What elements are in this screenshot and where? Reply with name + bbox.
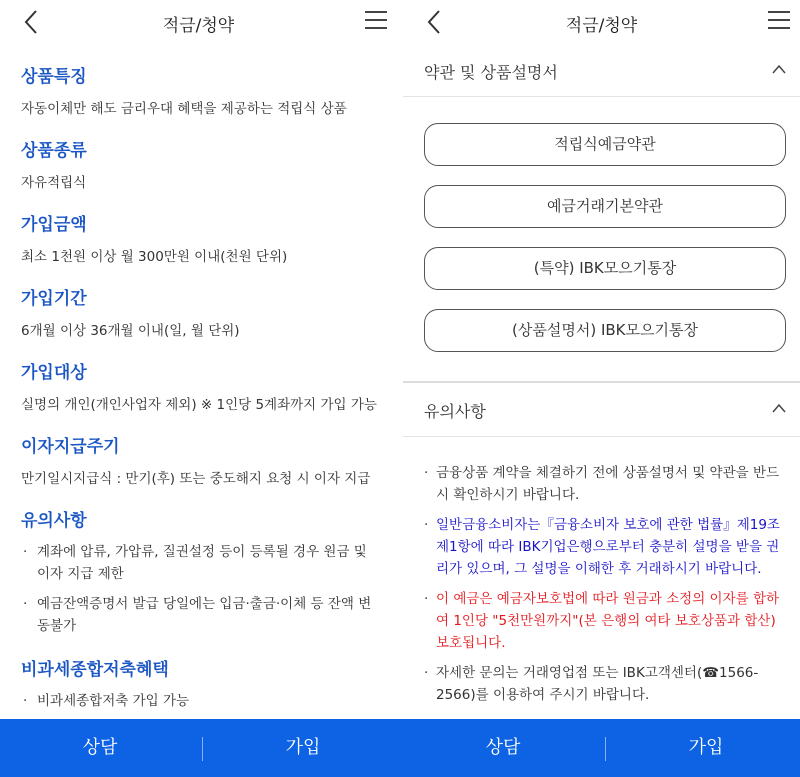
terms-accordion-header[interactable] bbox=[403, 44, 800, 96]
left-panel bbox=[0, 0, 397, 777]
section-eligibility bbox=[21, 358, 383, 413]
doc-button-savings-terms[interactable]: 적립식예금약관 bbox=[424, 123, 786, 166]
section-interest-cycle bbox=[21, 432, 383, 487]
consult-button[interactable]: 상담 bbox=[485, 737, 521, 758]
doc-button-product-description[interactable]: (상품설명서) IBK모으기통장 bbox=[424, 309, 786, 352]
top-bar bbox=[0, 0, 397, 44]
section-heading: 가입기간 bbox=[21, 289, 87, 309]
top-bar bbox=[403, 0, 800, 44]
section-body: 6개월 이상 36개월 이내(일, 월 단위) bbox=[21, 323, 240, 339]
section-heading: 비과세종합저축혜택 bbox=[21, 660, 169, 680]
section-heading: 이자지급주기 bbox=[21, 437, 120, 457]
notice-item: · 예금잔액증명서 발급 당일에는 입금·출금·이체 등 잔액 변동불가 bbox=[21, 593, 383, 637]
notice-item: · 금융상품 계약을 체결하기 전에 상품설명서 및 약관을 반드시 확인하시기 바랍니다. bbox=[424, 462, 786, 506]
doc-button-special-terms[interactable]: (특약) IBK모으기통장 bbox=[424, 247, 786, 290]
section-body: 최소 1천원 이상 월 300만원 이내(천원 단위) bbox=[21, 249, 288, 265]
section-type bbox=[21, 136, 383, 191]
section-heading: 상품특징 bbox=[21, 67, 87, 87]
section-amount bbox=[21, 210, 383, 265]
section-body: 만기일시지급식 : 만기(후) 또는 중도해지 요청 시 이자 지급 bbox=[21, 471, 371, 487]
page-title: 적금/청약 bbox=[565, 16, 638, 36]
notice-item: · 계좌에 압류, 가압류, 질권설정 등이 등록될 경우 원금 및 이자 지급 제한 bbox=[21, 541, 383, 585]
chevron-up-icon bbox=[772, 403, 786, 413]
right-panel bbox=[403, 0, 800, 777]
page-title: 적금/청약 bbox=[162, 16, 235, 36]
join-button[interactable]: 가입 bbox=[285, 737, 321, 758]
section-heading: 가입대상 bbox=[21, 363, 87, 383]
menu-icon[interactable] bbox=[365, 11, 387, 31]
section-body: 실명의 개인(개인사업자 제외) ※ 1인당 5계좌까지 가입 가능 bbox=[21, 397, 377, 413]
section-body: 자유적립식 bbox=[21, 175, 87, 191]
chevron-up-icon bbox=[772, 64, 786, 74]
consult-button[interactable]: 상담 bbox=[82, 737, 118, 758]
notice-heading: 유의사항 bbox=[424, 402, 486, 421]
notice-item-consumer-rights: · 일반금융소비자는『금융소비자 보호에 관한 법률』제19조 제1항에 따라 IBK기업은행으로부터 충분히 설명을 받을 권리가 있으며, 그 설명을 이해한 후 거래하시기 바랍니다. bbox=[424, 514, 786, 580]
section-heading: 상품종류 bbox=[21, 141, 87, 161]
section-features bbox=[21, 62, 383, 117]
notice-accordion-header[interactable] bbox=[403, 383, 800, 435]
divider bbox=[403, 96, 800, 97]
menu-icon[interactable] bbox=[768, 11, 790, 31]
bottom-action-bar bbox=[0, 719, 403, 777]
section-heading: 가입금액 bbox=[21, 215, 87, 235]
notice-list bbox=[424, 462, 786, 714]
notice-item-deposit-protection: · 이 예금은 예금자보호법에 따라 원금과 소정의 이자를 합하여 1인당 "5천만원까지"(본 은행의 여타 보호상품과 합산) 보호됩니다. bbox=[424, 588, 786, 654]
section-notice bbox=[21, 506, 383, 655]
join-button[interactable]: 가입 bbox=[688, 737, 724, 758]
bottom-action-bar bbox=[403, 719, 800, 777]
doc-button-basic-terms[interactable]: 예금거래기본약관 bbox=[424, 185, 786, 228]
section-body: 자동이체만 해도 금리우대 혜택을 제공하는 적립식 상품 bbox=[21, 101, 347, 117]
tax-item: · 비과세종합저축 가입 가능 bbox=[21, 690, 383, 712]
terms-heading: 약관 및 상품설명서 bbox=[424, 63, 558, 82]
product-info bbox=[21, 62, 383, 750]
notice-item-contact: · 자세한 문의는 거래영업점 또는 IBK고객센터(☎1566-2566)를 이용하여 주시기 바랍니다. bbox=[424, 662, 786, 706]
section-period bbox=[21, 284, 383, 339]
section-heading: 유의사항 bbox=[21, 511, 87, 531]
divider bbox=[403, 436, 800, 437]
